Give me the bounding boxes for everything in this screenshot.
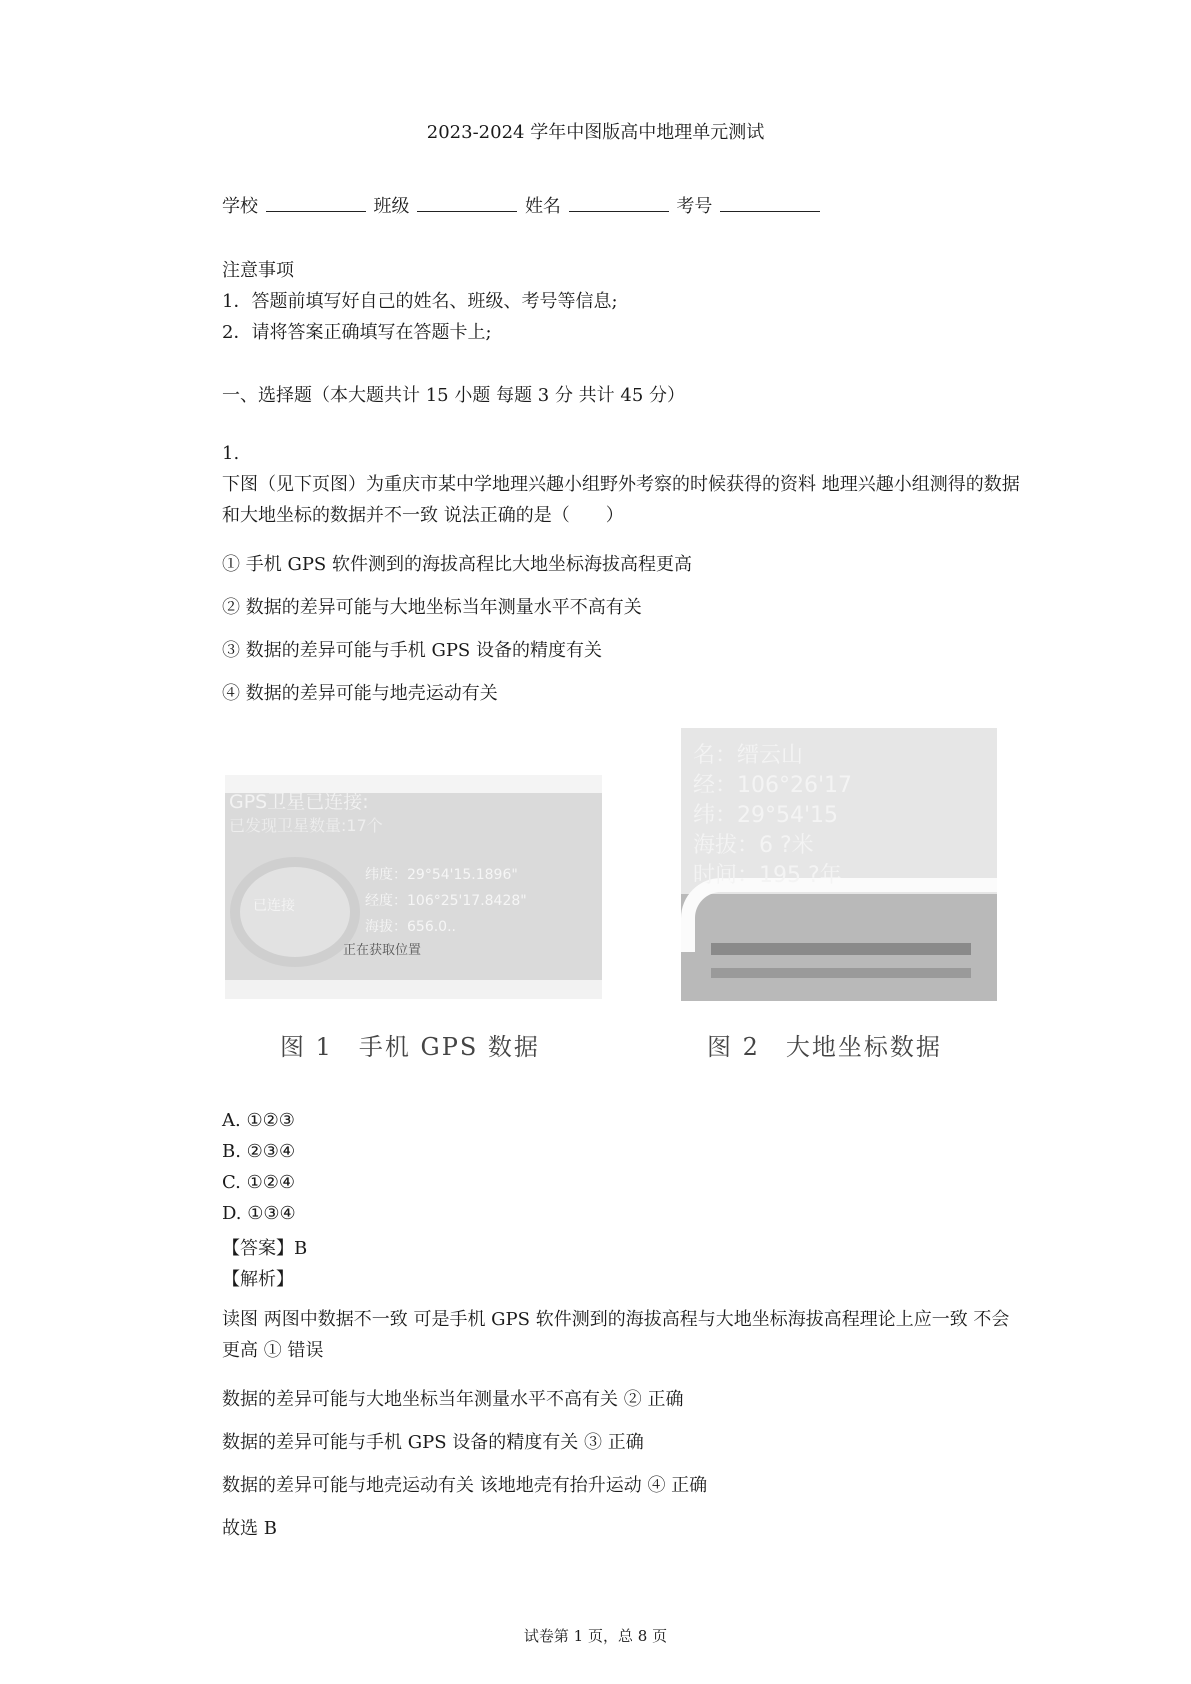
marker-line-4: 海拔：6 ?米: [693, 833, 814, 858]
statement-2: ② 数据的差异可能与大地坐标当年测量水平不高有关: [222, 597, 642, 618]
gps-line-6: 正在获取位置: [343, 943, 422, 958]
name-label: 姓名: [524, 196, 561, 217]
notice-item-2: 2．请将答案正确填写在答题卡上;: [222, 322, 492, 343]
marker-line-1: 名：缙云山: [693, 743, 804, 768]
gps-connected: 已连接: [253, 898, 295, 914]
marker-line-5: 时间：195 ?年: [693, 863, 842, 888]
option-d: D. ①③④: [222, 1203, 296, 1224]
class-label: 班级: [373, 196, 410, 217]
analysis-line-5: 故选 B: [222, 1518, 277, 1539]
gps-line-5: 海拔：656.0..: [365, 919, 456, 935]
statement-1: ① 手机 GPS 软件测到的海拔高程比大地坐标海拔高程更高: [222, 554, 692, 575]
option-a: A. ①②③: [222, 1110, 295, 1131]
school-label: 学校: [222, 196, 258, 217]
analysis-heading: 【解析】: [222, 1269, 294, 1290]
school-blank: [266, 195, 366, 212]
page-footer: 试卷第 1 页，总 8 页: [523, 1627, 668, 1645]
marker-line-2: 经：106°26'17: [693, 773, 853, 798]
gps-line-1: GPS卫星已连接:: [229, 791, 369, 813]
answer: 【答案】B: [222, 1238, 308, 1259]
option-c: C. ①②④: [222, 1172, 295, 1193]
marker-line-3: 纬：29°54'15: [693, 803, 839, 828]
gps-line-3: 纬度：29°54'15.1896": [365, 867, 518, 883]
figure-2-photo: [681, 728, 997, 1001]
name-blank: [569, 195, 669, 212]
gps-line-4: 经度：106°25'17.8428": [365, 893, 527, 909]
statement-4: ④ 数据的差异可能与地壳运动有关: [222, 683, 498, 704]
notice-heading: 注意事项: [222, 260, 294, 281]
statement-3: ③ 数据的差异可能与手机 GPS 设备的精度有关: [222, 640, 602, 661]
analysis-line-4: 数据的差异可能与地壳运动有关 该地地壳有抬升运动 ④ 正确: [222, 1475, 708, 1496]
figure-2-caption: 图 2 大地坐标数据: [707, 1033, 942, 1061]
exam-no-label: 考号: [676, 196, 713, 217]
section-title: 一、选择题（本大题共计 15 小题 每题 3 分 共计 45 分）: [222, 385, 686, 406]
class-blank: [417, 195, 517, 212]
student-info-line: [222, 192, 822, 218]
analysis-line-3: 数据的差异可能与手机 GPS 设备的精度有关 ③ 正确: [222, 1432, 644, 1453]
page-title: 2023-2024 学年中图版高中地理单元测试: [426, 122, 765, 143]
gps-line-2: 已发现卫星数量:17个: [229, 816, 383, 835]
question-stem: 下图（见下页图）为重庆市某中学地理兴趣小组野外考察的时候获得的资料 地理兴趣小组测得的数据和大地坐标的数据并不一致 说法正确的是（ ）: [222, 474, 1020, 526]
analysis-line-1: 读图 两图中数据不一致 可是手机 GPS 软件测到的海拔高程与大地坐标海拔高程理论上应一致 不会更高 ① 错误: [222, 1309, 1010, 1361]
exam-no-blank: [720, 195, 820, 212]
notice-item-1: 1．答题前填写好自己的姓名、班级、考号等信息;: [222, 291, 618, 312]
question-number: 1.: [222, 443, 240, 464]
figure-1-photo: [225, 775, 602, 999]
option-b: B. ②③④: [222, 1141, 296, 1162]
analysis-line-2: 数据的差异可能与大地坐标当年测量水平不高有关 ② 正确: [222, 1389, 684, 1410]
figure-1-caption: 图 1 手机 GPS 数据: [280, 1033, 540, 1061]
